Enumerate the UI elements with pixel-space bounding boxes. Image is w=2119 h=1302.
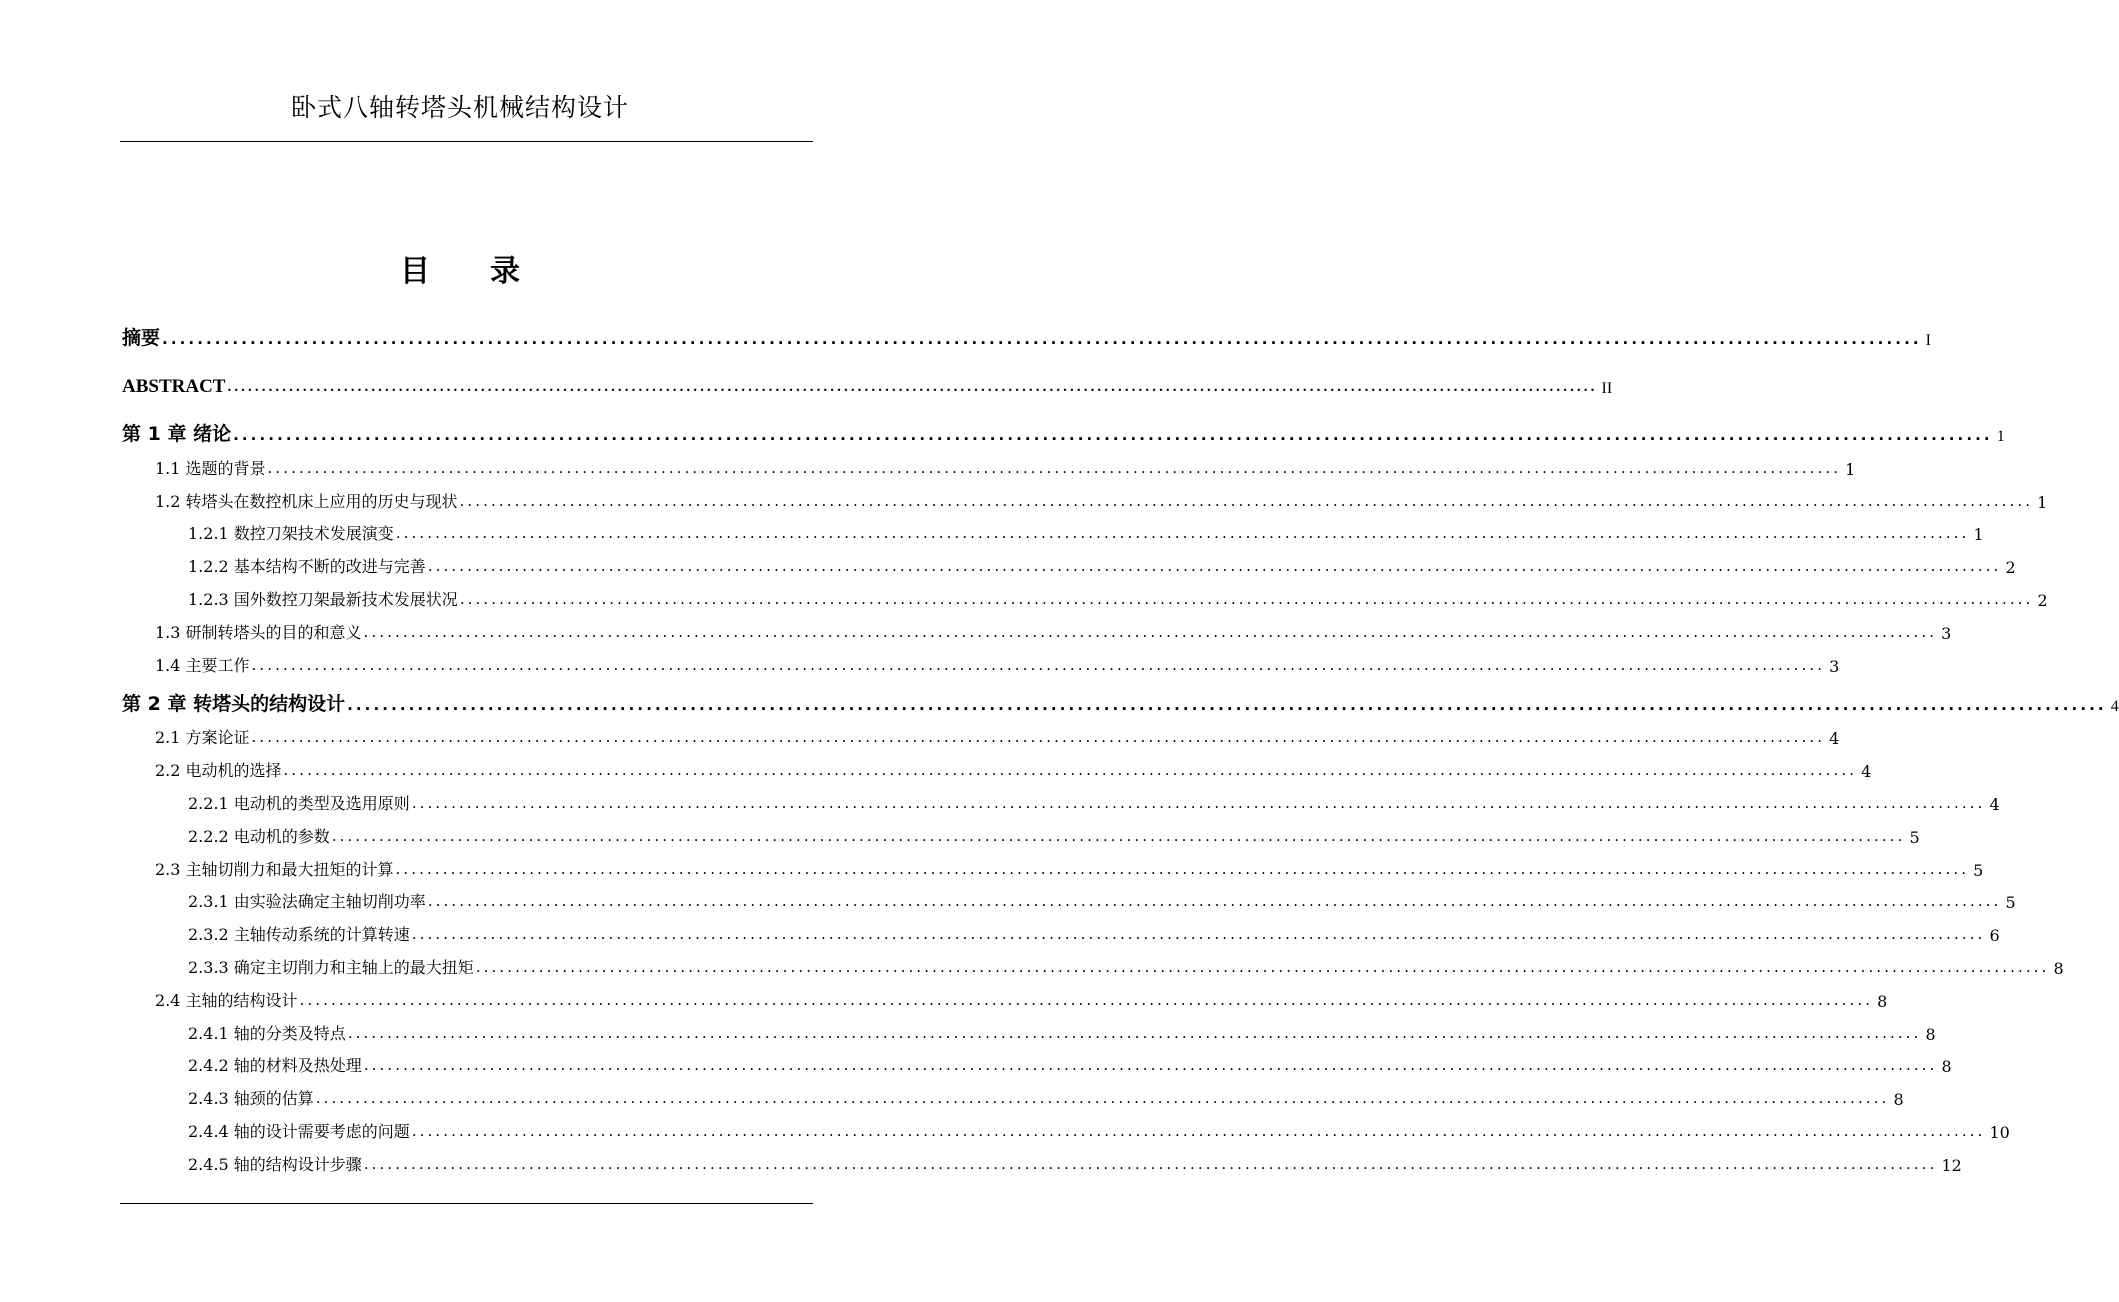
toc-entry-abstract-cn[interactable] <box>122 318 1931 350</box>
leader-dots: ........................................................................................................................................................................................................ <box>347 1023 1922 1042</box>
toc-entry-page: 5 <box>1973 860 1984 880</box>
toc-entry-page: 4 <box>1829 729 1840 749</box>
toc-entry-subsection[interactable] <box>122 577 2048 610</box>
leader-dots: ........................................................................................................................................................................................................ <box>363 622 1938 641</box>
toc-entry-page: 5 <box>2005 893 2016 913</box>
leader-dots: ........................................................................................................................................................................................................ <box>411 925 1986 944</box>
toc-entry-label: 1.2.2 基本结构不断的改进与完善 <box>188 554 428 577</box>
toc-entry-page: 8 <box>1877 991 1888 1011</box>
toc-entry-page: 1 <box>1996 428 2005 445</box>
toc-entry-subsection[interactable] <box>122 814 1920 847</box>
toc-entry-label: 1.1 选题的背景 <box>155 456 268 479</box>
toc-entry-subsection[interactable] <box>122 945 2064 978</box>
toc-entry-subsection[interactable] <box>122 512 1984 545</box>
toc-entry-page: 1 <box>1973 525 1984 545</box>
toc-entry-abstract-en[interactable] <box>122 366 1613 398</box>
leader-dots: ........................................................................................................................................................................................................ <box>267 458 1842 477</box>
toc-entry-label: 1.2.3 国外数控刀架最新技术发展状况 <box>188 587 460 610</box>
toc-entry-page: 4 <box>2110 697 2119 715</box>
leader-dots: ........................................................................................................................................................................................................ <box>283 761 1858 780</box>
toc-entry-subsection[interactable] <box>122 1044 1952 1077</box>
leader-dots: ........................................................................................................................................................................................................ <box>299 990 1874 1009</box>
toc-entry-label: 2.4.1 轴的分类及特点 <box>188 1021 348 1044</box>
leader-dots: ........................................................................................................................................................................................................ <box>315 1089 1890 1108</box>
toc-entry-page: 8 <box>1893 1090 1904 1110</box>
toc-entry-label: 2.3 主轴切削力和最大扭矩的计算 <box>155 857 396 880</box>
toc-heading-char-2: 录 <box>490 254 520 289</box>
leader-dots: ........................................................................................................................................................................................................ <box>459 589 2034 608</box>
leader-dots: ........................................................................................................................................................................................................ <box>227 379 1598 395</box>
toc-entry-label: 2.4.2 轴的材料及热处理 <box>188 1053 364 1076</box>
toc-entry-page: 2 <box>2037 590 2048 610</box>
leader-dots: ........................................................................................................................................................................................................ <box>427 892 2002 911</box>
toc-entry-section[interactable] <box>122 446 1856 479</box>
toc-entry-label: 2.3.1 由实验法确定主轴切削功率 <box>188 889 428 912</box>
leader-dots: ........................................................................................................................................................................................................ <box>251 655 1826 674</box>
leader-dots: ........................................................................................................................................................................................................ <box>251 728 1826 747</box>
toc-entry-label: 2.2.1 电动机的类型及选用原则 <box>188 791 412 814</box>
toc-entry-page: 8 <box>2053 958 2064 978</box>
leader-dots: ........................................................................................................................................................................................................ <box>162 330 1922 348</box>
toc-entry-page: 3 <box>1829 656 1840 676</box>
toc-entry-chapter-2[interactable] <box>122 684 2119 716</box>
leader-dots: ........................................................................................................................................................................................................ <box>395 859 1970 878</box>
toc-entry-subsection[interactable] <box>122 781 2000 814</box>
toc-entry-subsection[interactable] <box>122 912 2000 946</box>
toc-entry-page: 8 <box>1925 1024 1936 1044</box>
toc-entry-page: 12 <box>1941 1155 1962 1175</box>
leader-dots: ........................................................................................................................................................................................................ <box>363 1154 1938 1173</box>
toc-entry-label: 2.2 电动机的选择 <box>155 758 284 781</box>
toc-entry-page: 1 <box>1845 459 1856 479</box>
toc-entry-chapter-1[interactable] <box>122 414 2005 446</box>
leader-dots: ........................................................................................................................................................................................................ <box>411 793 1986 812</box>
toc-entry-section[interactable] <box>122 847 1984 880</box>
toc-entry-label: 2.2.2 电动机的参数 <box>188 824 332 847</box>
toc-entry-page: 6 <box>1989 926 2000 946</box>
toc-entry-label: 2.4 主轴的结构设计 <box>155 988 300 1011</box>
leader-dots: ........................................................................................................................................................................................................ <box>363 1056 1938 1075</box>
leader-dots: ........................................................................................................................................................................................................ <box>395 524 1970 543</box>
toc-entry-section[interactable] <box>122 748 1872 782</box>
toc-entry-label: 1.2 转塔头在数控机床上应用的历史与现状 <box>155 489 460 512</box>
toc-entry-page: 4 <box>1989 794 2000 814</box>
toc-entry-subsection[interactable] <box>122 1076 1904 1110</box>
toc-entry-label: 摘要 <box>122 323 162 350</box>
toc-entry-page: 8 <box>1941 1057 1952 1077</box>
toc-entry-section[interactable] <box>122 716 1840 749</box>
toc-entry-section[interactable] <box>122 479 2048 512</box>
toc-entry-label: 2.4.4 轴的设计需要考虑的问题 <box>188 1119 412 1142</box>
toc-entry-page: 10 <box>1989 1122 2010 1142</box>
toc-entry-label: 1.4 主要工作 <box>155 653 252 676</box>
toc-entry-label: 1.2.1 数控刀架技术发展演变 <box>188 521 396 544</box>
toc-entry-page: 1 <box>2037 492 2048 512</box>
toc-entry-label: ABSTRACT <box>122 376 226 397</box>
toc-entry-subsection[interactable] <box>122 1109 2010 1142</box>
toc-entry-page: 2 <box>2005 558 2016 578</box>
toc-entry-label: 1.3 研制转塔头的目的和意义 <box>155 620 364 643</box>
toc-heading-char-1: 目 <box>400 254 430 289</box>
toc-entry-section[interactable] <box>122 978 1888 1011</box>
toc-entry-page: 5 <box>1909 827 1920 847</box>
leader-dots: ........................................................................................................................................................................................................ <box>411 1121 1986 1140</box>
toc-entry-subsection[interactable] <box>122 1142 1962 1175</box>
toc-entry-label: 第 1 章 绪论 <box>122 419 233 446</box>
toc-entry-page: 3 <box>1941 623 1952 643</box>
toc-entry-page: I <box>1925 332 1931 349</box>
toc-entry-subsection[interactable] <box>122 880 2016 913</box>
header-divider <box>120 141 813 142</box>
toc-entry-section[interactable] <box>122 610 1952 643</box>
leader-dots: ........................................................................................................................................................................................................ <box>233 426 1993 444</box>
leader-dots: ........................................................................................................................................................................................................ <box>427 557 2002 576</box>
toc-entry-label: 2.1 方案论证 <box>155 725 252 748</box>
toc-entry-label: 2.4.3 轴颈的估算 <box>188 1086 316 1109</box>
toc-entry-section[interactable] <box>122 643 1840 676</box>
toc-heading <box>0 246 920 290</box>
toc-entry-subsection[interactable] <box>122 1011 1936 1044</box>
leader-dots: ........................................................................................................................................................................................................ <box>459 491 2034 510</box>
toc-entry-subsection[interactable] <box>122 544 2016 578</box>
running-header-title: 卧式八轴转塔头机械结构设计 <box>290 93 629 122</box>
toc-entry-label: 2.4.5 轴的结构设计步骤 <box>188 1152 364 1175</box>
footer-divider <box>120 1203 813 1204</box>
toc-entry-page: II <box>1601 380 1613 397</box>
leader-dots: ........................................................................................................................................................................................................ <box>347 695 2107 714</box>
leader-dots: ........................................................................................................................................................................................................ <box>331 826 1906 845</box>
leader-dots: ........................................................................................................................................................................................................ <box>475 957 2050 976</box>
toc-entry-label: 第 2 章 转塔头的结构设计 <box>122 689 347 716</box>
table-of-contents <box>122 318 2119 1175</box>
toc-entry-label: 2.3.2 主轴传动系统的计算转速 <box>188 922 412 945</box>
toc-entry-page: 4 <box>1861 762 1872 782</box>
toc-entry-label: 2.3.3 确定主切削力和主轴上的最大扭矩 <box>188 955 476 978</box>
